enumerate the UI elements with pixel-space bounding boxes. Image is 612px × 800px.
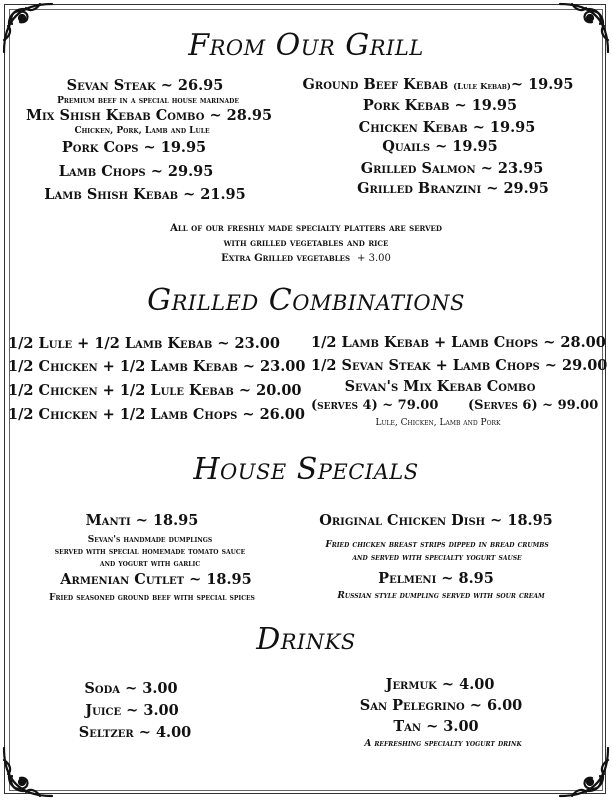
menu-item-desc: Sevan's handmade dumplings [87,535,213,545]
menu-item-armenian-cutlet: Armenian Cutlet ~ 18.95 [60,571,252,588]
corner-ornament-icon [556,744,612,800]
specials-section-title: House Specials [193,452,419,487]
combo-item: 1/2 Lamb Kebab + Lamb Chops ~ 28.00 [311,334,606,351]
menu-item-desc: A refreshing specialty yogurt drink [364,739,522,749]
menu-item-grilled-salmon: Grilled Salmon ~ 23.95 [360,160,544,177]
menu-item-mix-shish-kebab-combo: Mix Shish Kebab Combo ~ 28.95 [25,107,273,124]
menu-item-desc: and served with specialty yogurt sause [352,553,522,563]
menu-item-pelmeni: Pelmeni ~ 8.95 [378,570,494,587]
combo-item: 1/2 Lule + 1/2 Lamb Kebab ~ 23.00 [8,335,280,352]
menu-item-pork-cops: Pork Cops ~ 19.95 [61,139,207,156]
corner-ornament-icon [0,744,56,800]
drink-item-seltzer: Seltzer ~ 4.00 [78,724,192,741]
menu-item-quails: Quails ~ 19.95 [382,138,498,155]
menu-item-manti: Manti ~ 18.95 [85,512,199,529]
platter-note-line1: All of our freshly made specialty platters are served [170,223,442,234]
menu-item-desc: Russian style dumpling served with sour cream [337,591,545,601]
menu-item-desc: Premium beef in a special house marinade [57,96,239,106]
menu-item-desc: Fried chicken breast strips dipped in bread crumbs [325,540,549,550]
combo-item-mix-kebab: Sevan's Mix Kebab Combo [344,378,536,395]
combo-serves-6: (Serves 6) ~ 99.00 [468,398,599,413]
menu-item-desc: and yogurt with garlic [99,559,201,569]
drink-item-san-pelegrino: San Pelegrino ~ 6.00 [359,697,523,714]
drink-item-soda: Soda ~ 3.00 [84,680,178,697]
menu-item-grilled-branzini: Grilled Branzini ~ 29.95 [357,180,549,197]
menu-item-chicken-kebab: Chicken Kebab ~ 19.95 [358,119,536,136]
combo-desc: Lule, Chicken, Lamb and Pork [375,418,501,428]
grill-section-title: From Our Grill [188,28,424,63]
menu-item-desc: Fried seasoned ground beef with special spices [49,593,255,603]
combo-item: 1/2 Chicken + 1/2 Lamb Chops ~ 26.00 [8,406,305,423]
menu-item-pork-kebab: Pork Kebab ~ 19.95 [362,97,518,114]
combo-serves-4: (serves 4) ~ 79.00 [311,398,439,413]
drink-item-jermuk: Jermuk ~ 4.00 [385,676,495,693]
combo-item: 1/2 Chicken + 1/2 Lule Kebab ~ 20.00 [8,382,302,399]
drink-item-tan: Tan ~ 3.00 [393,718,479,735]
platter-note-line3: Extra Grilled vegetables + 3.00 [221,253,391,264]
menu-item-lamb-chops: Lamb Chops ~ 29.95 [58,163,214,180]
menu-item-desc: served with special homemade tomato sauce [54,547,246,557]
combo-item: 1/2 Chicken + 1/2 Lamb Kebab ~ 23.00 [8,358,306,375]
combo-item: 1/2 Sevan Steak + Lamb Chops ~ 29.00 [311,357,608,374]
menu-item-lamb-shish-kebab: Lamb Shish Kebab ~ 21.95 [44,186,246,203]
drinks-section-title: Drinks [256,622,356,657]
menu-item-sevan-steak: Sevan Steak ~ 26.95 [66,77,224,94]
menu-item-desc: Chicken, Pork, Lamb and Lule [74,126,210,136]
platter-note-line2: with grilled vegetables and rice [223,238,389,249]
combos-section-title: Grilled Combinations [147,283,465,318]
menu-item-original-chicken-dish: Original Chicken Dish ~ 18.95 [319,512,553,529]
drink-item-juice: Juice ~ 3.00 [85,702,179,719]
menu-item-ground-beef-kebab: Ground Beef Kebab (Lule Kebab)~ 19.95 [302,76,574,93]
